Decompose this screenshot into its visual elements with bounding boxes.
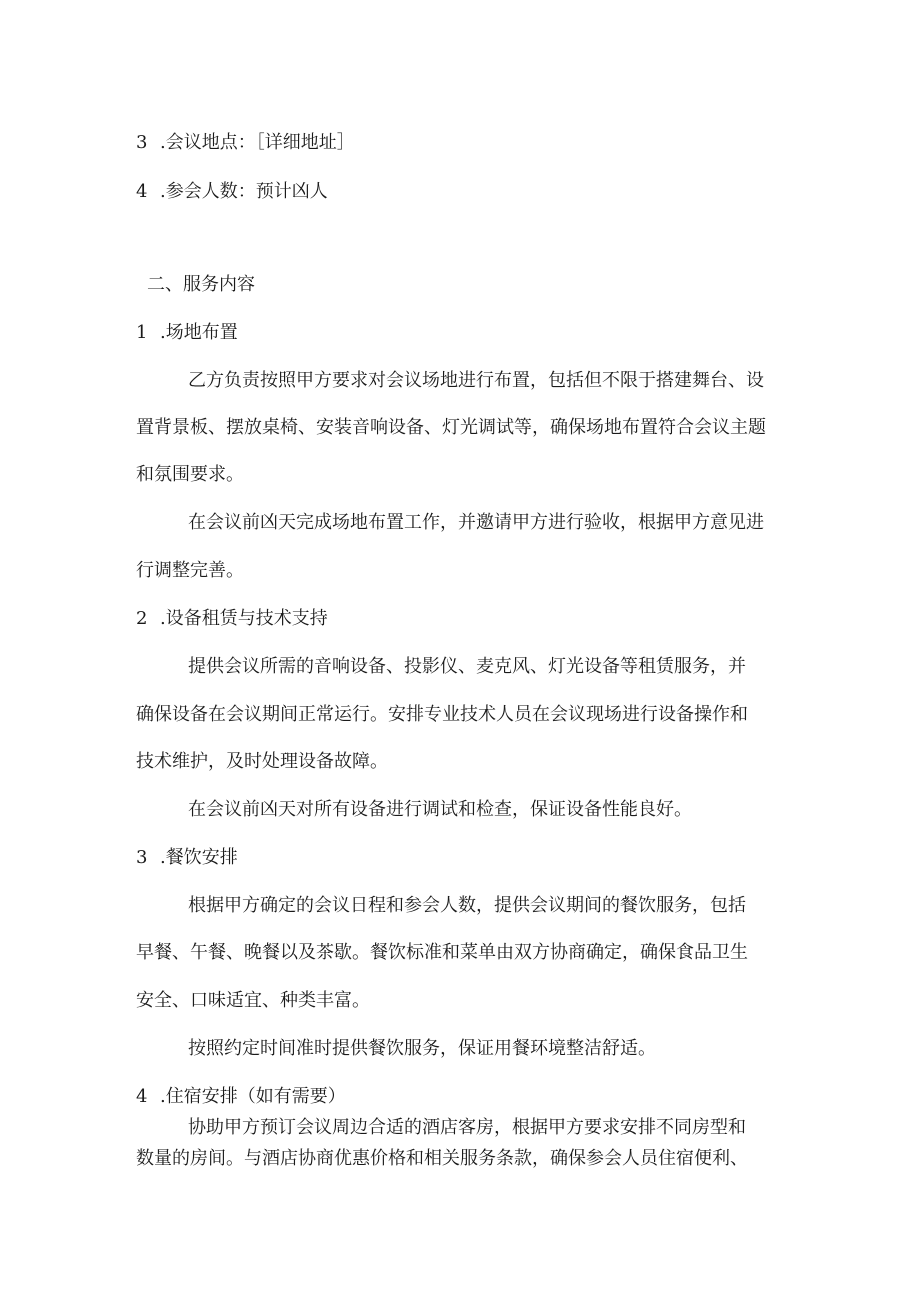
meeting-location-line [136, 131, 355, 155]
paragraph-line: 协助甲方预订会议周边合适的酒店客房，根据甲方要求安排不同房型和 [188, 1117, 746, 1138]
item-number: 2 [136, 608, 148, 629]
item-title: .场地布置 [160, 322, 238, 343]
item-number: 1 [136, 322, 148, 343]
item-text: .会议地点：［详细地址］ [160, 132, 355, 153]
item-number: 3 [136, 132, 148, 153]
paragraph-line: 和氛围要求。 [136, 464, 244, 485]
item-number: 3 [136, 847, 148, 868]
paragraph-line: 在会议前凶天对所有设备进行调试和检查，保证设备性能良好。 [188, 799, 692, 820]
item-text: .参会人数：预计凶人 [160, 181, 328, 202]
paragraph-line: 行调整完善。 [136, 560, 244, 581]
subsection-title [136, 607, 328, 631]
subsection-title [136, 321, 238, 345]
meeting-attendees-line [136, 180, 328, 204]
paragraph-line: 确保设备在会议期间正常运行。安排专业技术人员在会议现场进行设备操作和 [136, 704, 748, 725]
paragraph-line: 在会议前凶天完成场地布置工作，并邀请甲方进行验收，根据甲方意见进 [188, 512, 764, 533]
paragraph-line: 安全、口味适宜、种类丰富。 [136, 990, 370, 1011]
item-title: .设备租赁与技术支持 [160, 608, 328, 629]
item-number: 4 [136, 1086, 148, 1107]
item-title: .餐饮安排 [160, 847, 238, 868]
paragraph-line: 置背景板、摆放桌椅、安装音响设备、灯光调试等，确保场地布置符合会议主题 [136, 417, 766, 438]
item-title: .住宿安排（如有需要） [160, 1086, 346, 1107]
paragraph-line: 提供会议所需的音响设备、投影仪、麦克风、灯光设备等租赁服务，并 [188, 656, 746, 677]
paragraph-line: 技术维护，及时处理设备故障。 [136, 751, 388, 772]
paragraph-line: 乙方负责按照甲方要求对会议场地进行布置，包括但不限于搭建舞台、设 [188, 370, 764, 391]
paragraph-line: 数量的房间。与酒店协商优惠价格和相关服务条款，确保参会人员住宿便利、 [136, 1148, 748, 1169]
section-heading: 二、服务内容 [147, 274, 255, 295]
subsection-title [136, 846, 238, 870]
paragraph-line: 按照约定时间准时提供餐饮服务，保证用餐环境整洁舒适。 [188, 1038, 656, 1059]
item-number: 4 [136, 181, 148, 202]
subsection-title [136, 1085, 346, 1109]
paragraph-line: 根据甲方确定的会议日程和参会人数，提供会议期间的餐饮服务，包括 [188, 895, 746, 916]
paragraph-line: 早餐、午餐、晚餐以及茶歇。餐饮标准和菜单由双方协商确定，确保食品卫生 [136, 942, 748, 963]
